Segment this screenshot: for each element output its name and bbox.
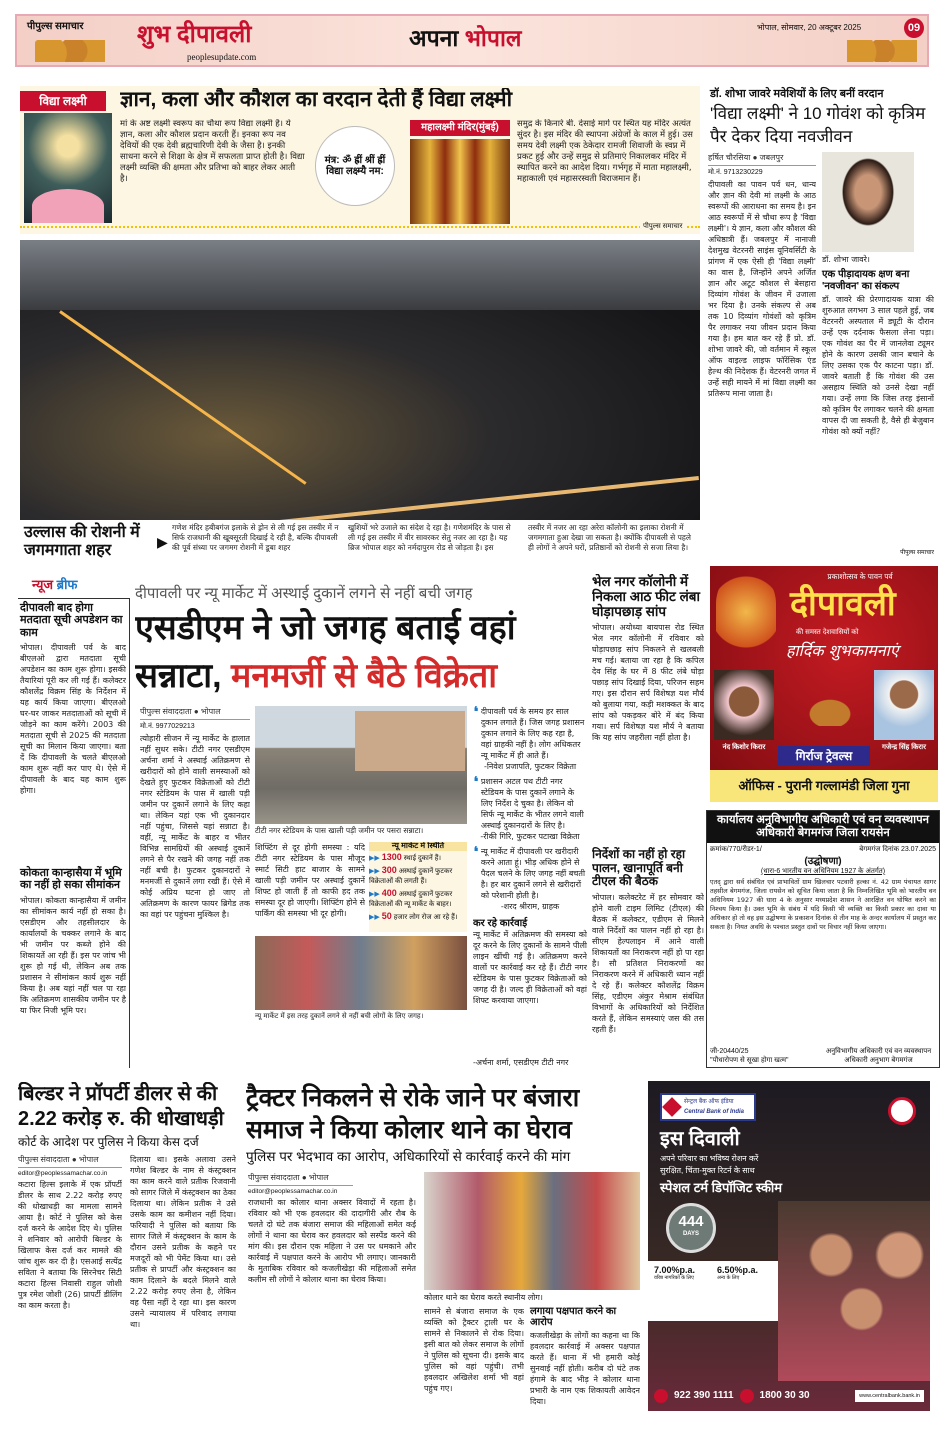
notice-text: एतद् द्वारा सर्व संबंधित एवं प्राभावितों ग्राम खिलचार पटवारी हल्का नं. 42 ग्राम पंचायत सागर तहसील बेगमगंज, जिला रायसेन को सूचित किया जाता है कि निम्नलिखित भूमि को भारतीय वन अधिनियम 1927 की धारा 4 के अनुसार मध्यप्रदेश शासन ने आरक्षित वन घोषित करने का निश्चय किया है। उक्त भूमि के संबंध में यदि किसी भी व्यक्ति का किसी प्रकार का दावा या अधिकार हो तो वह इस उद्घोषणा के प्रकाशन दिनांक से तीन माह के अन्दर कार्यालय में प्रस्तुत कर सकता है। नियत अवधि के पश्चात प्रस्तुत दावों पर विचार नहीं किया जाएगा।: [710, 877, 936, 931]
stat-text: अस्थाई दुकानें फुटकर विक्रेताओं की न्यू मार्केट के बाहर।: [369, 890, 453, 908]
quote-text: प्रशासन अटल पथ टीटी नगर स्टेडियम के पास दुकानें लगाने के लिए निर्देश दे चुका है। लेकिन वो सिर्फ न्यू मार्केट के भीतर लगने वाली अस्थाई दुकानदारों के लिए है।: [480, 777, 584, 830]
notice-section: (धारा-6 भारतीय वन अधिनियम 1927 के अंतर्गत): [760, 867, 886, 875]
article-text: दिलाया था। इसके अलावा उसने गणेश बिल्डर के नाम से कंस्ट्रक्शन का काम करने वाले प्रतीक रिजवानी को सागर जिले में कंस्ट्रक्शन का ठेका दिलाया था। लेकिन प्रतीक ने उसे उसके काम का कमीशन नहीं दिया। फरियादी ने पुलिस को बताया कि सागर जिले में कंस्ट्रक्शन के काम के दौरान उसने प्रतीक के कहने पर मजदूरों को भी पेमेंट किया था। उसे प्रतीक से प्रापर्टी और कंस्ट्रक्शन का काम दिलाने के बदले मिलने वाले 2.22 करोड़ रुपए लेना है, लेकिन वह पैसा नहीं दे रहा था। इस कारण उसने न्यायालय में परिवाद लगाया था।: [130, 1155, 236, 1329]
business-name: गिर्राज ट्रेवल्स: [778, 746, 870, 766]
bank-logo-icon: [662, 1097, 682, 1117]
headline-highlight: मनमर्जी से बैठे विक्रेता: [231, 657, 498, 695]
stat-text: अस्थाई दुकानें फुटकर विक्रेताओं की लगती हैं।: [369, 867, 453, 885]
ad-top: प्रकाशोत्सव के पावन पर्व: [827, 572, 893, 581]
shifting-text: शिफ्टिंग से दूर होगी समस्या : यदि टीटी नगर स्टेडियम के पास मौजूद स्मार्ट सिटी हाट बाजार के सामने खाली पड़ी जमीन पर अस्थाई दुकानें शिफ्ट हो जाती हैं तो काफी हद तक समस्या दूर हो जाएगी। शिफ्टिंग होने से पार्किंग की समस्या भी दूर होगी।: [255, 843, 365, 918]
stats-box: [369, 842, 467, 932]
headline: 'विद्या लक्ष्मी' ने 10 गोवंश को कृत्रिम पैर देकर दिया नवजीवन: [710, 104, 926, 147]
greeting: शुभ दीपावली: [137, 21, 252, 48]
brief-headline: कोकता कान्हासैया में भूमि का नहीं हो सका सीमांकन: [20, 866, 122, 892]
government-notice: [706, 810, 940, 1068]
caption-text: खुशियों भरे उजाले का संदेश दे रहा है। गणेशमंदिर के पास से ली गई इस तस्वीर में वीर सावरकर सेतु नजर आ रहा है। यह ब्रिज भोपाल शहर को नर्मदापुरम रोड से जोड़ता है। इस: [348, 523, 511, 552]
protest-photo: [424, 1172, 640, 1290]
phone-number[interactable]: 922 390 1111: [674, 1390, 734, 1402]
notice-heading: (उद्घोषणा): [804, 855, 842, 867]
section-city: भोपाल: [464, 25, 522, 51]
tractor-article: [246, 1082, 640, 1427]
shobha-right-column: [822, 152, 934, 556]
market-first-column: [140, 706, 250, 1068]
quotes-column: [473, 706, 587, 1068]
photo-caption: कोलार थाने का घेराव करते स्थानीय लोग।: [424, 1293, 543, 1302]
subheadline: कोर्ट के आदेश पर पुलिस ने किया केस दर्ज: [18, 1135, 199, 1149]
quote-author: -शरद श्रीराम, ग्राहक: [500, 902, 560, 911]
quote: [473, 706, 587, 772]
quote: [473, 776, 587, 842]
quote-author: -निवेश प्रजापति, फुटकर विक्रेता: [483, 762, 577, 771]
bank-name-en: Central Bank of India: [684, 1109, 745, 1115]
photo-caption: टीटी नगर स्टेडियम के पास खाली पड़ी जमीन पर पसरा सन्नाटा।: [255, 826, 424, 835]
family-image: [778, 1201, 930, 1381]
mantra-circle: [315, 126, 395, 206]
quote-icon: ❛: [473, 706, 479, 722]
rate-value: 6.50%p.a.: [717, 1265, 759, 1275]
subhead: लगाया पक्षपात करने का आरोप: [530, 1306, 617, 1329]
goddess-image: [24, 113, 112, 223]
section-title: [409, 26, 522, 52]
stat-number: 400: [381, 887, 397, 898]
caption-title: उल्लास की रोशनी में जगमगाता शहर: [24, 524, 140, 559]
mantra: मंत्र: ॐ ह्रीं श्रीं ह्रीं विद्या लक्ष्म्यै नम:: [324, 154, 386, 177]
stat-item: [369, 865, 467, 887]
notice-code: जी-20440/25: [710, 1048, 749, 1055]
person-name: गजेन्द्र सिंह किरार: [882, 744, 926, 751]
phone: मो.नं. 9977029213: [140, 723, 195, 730]
tractor-last-column: [530, 1306, 640, 1427]
builder-body: [18, 1154, 238, 1427]
snake-article: [592, 574, 704, 1068]
ad-line: अपने परिवार का भविष्य रोशन करें: [660, 1154, 759, 1163]
bank-name: सेन्ट्रल बैंक ऑफ इंडिया: [684, 1099, 734, 1105]
title-part: न्यूज: [32, 577, 57, 592]
office-address: ऑफिस - पुरानी गल्लामंडी जिला गुना: [710, 770, 938, 802]
quote-icon: ❛: [473, 846, 479, 862]
kicker: डॉ. शोभा जावरे मवेशियों के लिए बनीं वरदान: [710, 88, 884, 100]
caption-text: तस्वीर में नजर आ रहा अरेरा कॉलोनी का इलाका रोशनी में जगमगाता हुआ देखा जा सकता है। क्योंकि दीपावली से पहले ही लोगों ने अपने घरों, प्रतिष्ठानों को रोशनी से सजा लिया है।: [528, 523, 691, 552]
headline: [135, 604, 587, 700]
headline: बिल्डर ने प्रॉपर्टी डीलर से की 2.22 करोड़ रु. की धोखाधड़ी: [18, 1083, 224, 1130]
market-article: [135, 580, 587, 1068]
diwali-advertisement: [710, 566, 938, 802]
website: peoplesupdate.com: [187, 52, 257, 62]
subhead-text: डॉ. जावरे की प्रेरणादायक यात्रा की शुरुआत लगभग 3 साल पहले हुई, जब वेटरनरी अस्पताल में ड्यूटी के दौरान उन्हें एक दर्दनाक फैसला लेना पड़ा। एक गोवंश का पैर में जानलेवा ट्यूमर होने के कारण उसकी जान बचाने के लिए उसका एक पैर काटना पड़ा। डॉ. जावरे बताती हैं कि गोवंश की उस असहाय स्थिति को उनसे देखा नहीं गया। उन्हें लगा कि जिस तरह इंसानों को कृत्रिम पैर लगाकर चलने की क्षमता वापस दी जा सकती है, वैसे ही बेजुबान गोवंश को क्यों नहीं?: [822, 294, 934, 436]
doctor-photo: [822, 152, 914, 252]
section-title: [18, 578, 130, 598]
bullet-icon: ▶▶: [369, 854, 382, 862]
tractor-first-column: [248, 1172, 416, 1427]
phone-icon: [740, 1389, 754, 1403]
notice-slogan: "पौधारोपण से सूखा होगा खत्म": [710, 1057, 789, 1064]
quote-text: न्यू मार्केट में दीपावली पर खरीदारी करने आता हूं। भीड़ अधिक होने से पैदल चलने के लिए जगह नहीं बचती है। हर बार दुकानें लगने से खरीदारों को परेशानी होती है।: [480, 847, 586, 900]
city-night-photo: [20, 240, 700, 520]
builder-first-column: [18, 1154, 122, 1427]
caption-text: गणेश मंदिर हबीबगंज इलाके से ड्रोन से ली गई इस तस्वीर में न सिर्फ राजधानी की खूबसूरती दिखाई दे रही है, बल्कि दीपावली की पूर्व संध्या पर जगमग रोशनी में डूबा शहर: [172, 523, 339, 552]
stat-number: 50: [381, 910, 392, 921]
notice-date: बेगमगंज दिनांक 23.07.2025: [859, 845, 936, 853]
stats-list: [369, 852, 467, 923]
stats-title: न्यू मार्केट में स्थिति: [369, 842, 467, 851]
credit: पीपुल्स समाचार: [640, 222, 686, 231]
article-text: भोपाल। अयोध्या बायपास रोड स्थित भेल नगर कॉलोनी में रविवार को घोड़ापछाड़ सांप निकलने से खलबली मच गई। बताया जा रहा है कि कपिल देव सिंह के घर में 8 फीट लंबे घोड़ा पछाड़ सांप दिखाई दिया, परिजन सहम गए। इस दौरान सर्प विशेषज्ञ यश मौर्य को बुलाया गया, कड़ी मशक्कत के बाद सांप को पकड़कर बोरे में बंद किया गया। सर्प विशेषज्ञ यश मौर्य ने बताया कि यह सांप जहरीला नहीं होता है।: [592, 623, 704, 743]
stat-item: [369, 911, 467, 923]
section-word: अपना: [409, 25, 465, 51]
vidya-lakshmi-feature: [20, 86, 700, 234]
days-label: DAYS: [682, 1230, 700, 1237]
photo-caption: डॉ. शोभा जावरे।: [822, 255, 870, 265]
stat-number: 300: [381, 864, 397, 875]
article-text: सामने से बंजारा समाज के एक व्यक्ति को ट्रैक्टर ट्राली घर के सामने से निकालने से रोक दिया। इसी बात को लेकर समाज के लोगों ने पुलिस को सूचना दी। इसके बाद पुलिस को वहां पहुंची। तभी हवलदार अखिलेश शर्मा भी वहां पहुंच गए।: [424, 1307, 524, 1393]
quote-text: दीपावली पर्व के समय हर साल दुकान लगाते हैं। जिस जगह प्रशासन दुकान लगाने के लिए कह रहा है, वहां ग्राहकी नहीं है। लोग अधिकतर न्यू मार्केट में ही आते हैं।: [480, 707, 585, 760]
person-photo: [874, 670, 934, 740]
quote: [473, 846, 587, 912]
shobha-body: [706, 152, 938, 556]
ad-title: इस दिवाली: [660, 1128, 740, 1150]
temple-image: [410, 139, 510, 224]
action-by: -अर्चना शर्मा, एसडीएम टीटी नगर: [473, 1058, 569, 1067]
quote-icon: ❛: [473, 776, 479, 792]
bullet-icon: ▶▶: [369, 867, 382, 875]
bank-logo: [660, 1093, 756, 1121]
page-number: 09: [904, 18, 924, 38]
market-crowd-photo: [255, 936, 467, 1010]
email: editor@peoplessamachar.co.in: [248, 1188, 338, 1195]
article-text: मां के अष्ट लक्ष्मी स्वरूप का चौथा रूप विद्या लक्ष्मी है। ये ज्ञान, कला और कौशल प्रदान करती हैं। इनका रूप नव देवियों की एक देवी ब्रह्मचारिणी देवी के जैसा है। इनकी साधना करने से शिक्षा के क्षेत्र में सफलता प्राप्त होती है। विद्या लक्ष्मी व्यक्ति की क्षमता और प्रतिभा को बाहर लेकर आती है।: [120, 119, 305, 184]
brief-text: भोपाल। दीपावली पर्व के बाद बीएलओ द्वारा मतदाता सूची अपडेशन का काम शुरू होगा। इसकी तैयारियां पूरी कर ली गई हैं। कलेक्टर कौशलेंद्र विक्रम सिंह के निर्देशन में यह कार्य किया जाएगा। बीएलओ घर-घर जाकर मतदाताओं को सूची में जोड़ने का काम करेंगे। 2003 की मतदाता सूची से 2025 की मतदाता सूची का मिलान किया जाएगा। बता दें कि दीपावली के चलते बीएलओ काम शुरू नहीं कर पाए थे। ऐसे में दीपावली के बाद यह काम शुरू होगा।: [20, 642, 126, 795]
article-text: कटारा हिल्स इलाके में एक प्रॉपर्टी डीलर के साथ 2.22 करोड़ रुपए की धोखाधड़ी का मामला सामने आया है। कोर्ट ने पुलिस को केस दर्ज करने के आदेश दिए थे। पुलिस ने शनिवार को आरोपी बिल्डर के खिलाफ केस दर्ज कर मामले की जांच शुरू कर दी है। एसआई सत्येंद्र सविता ने बताया कि सिरनेचर सिटी कटारा हिल्स निवासी राहुल जोशी पुत्र रमेश जोशी (26) प्रापर्टी डीलिंग का काम करता है।: [18, 1180, 122, 1310]
notice-title: कार्यालय अनुविभागीय अधिकारी एवं वन व्यवस्थापन अधिकारी बेगमगंज जिला रायसेन: [707, 811, 939, 843]
dateline: भोपाल, सोमवार, 20 अक्टूबर 2025: [757, 23, 862, 32]
byline: पीपुल्स संवाददाता ● भोपाल: [140, 706, 250, 720]
bank-website[interactable]: www.centralbank.bank.in: [855, 1390, 924, 1402]
divider: [20, 226, 700, 228]
quotes-list: [473, 706, 587, 916]
email: editor@peoplessamachar.co.in: [18, 1170, 108, 1177]
section-tag: विद्या लक्ष्मी: [20, 91, 106, 111]
masthead: [15, 14, 929, 67]
tractor-body: [246, 1172, 640, 1427]
notice-ref: क्रमांक/770/रीडर-1/: [710, 845, 762, 853]
shobha-left-column: [708, 152, 816, 556]
news-brief-column: [18, 578, 130, 1068]
article-text: भोपाल। कलेक्टरेट में हर सोमवार को होने वाली टाइम लिमिट (टीएल) की बैठक में कलेक्टर, एडीएम से मिलने वाले निर्देशों का पालन नहीं हो रहा है। सीएम हेल्पलाइन में आने वाली शिकायतों का निराकरण नहीं हो पा रहा है। सौ प्रतिशत निराकरणों का निराकरण करने में अधिकारी ध्यान नहीं दे रहे हैं। कलेक्टर कौशलेंद्र विक्रम सिंह, एडीएम अंकुर मेश्राम संबंधित विभागों के अधिकारियों को निर्देशित करते हैं, लेकिन समस्याएं जस की तस रहती हैं।: [592, 892, 704, 1034]
temple-tag: महालक्ष्मी मंदिर(मुंबई): [410, 120, 510, 136]
contact-strip: [648, 1381, 930, 1411]
person-name: नंद किशोर किरार: [722, 744, 766, 751]
stat-text: स्थाई दुकानें हैं।: [403, 854, 442, 862]
diya-icon: [35, 40, 105, 62]
notice-footer: [707, 1045, 939, 1067]
ad-title: दीपावली: [790, 585, 896, 623]
tollfree-number[interactable]: 1800 30 30: [759, 1390, 810, 1402]
person-photo: [714, 670, 774, 740]
temple-text: समुद्र के किनारे बी. देसाई मार्ग पर स्थित यह मंदिर अत्यंत सुंदर है। इस मंदिर की स्थापना अंग्रेजों के काल में हुई। उस समय देवी लक्ष्मी एक ठेकेदार रामजी शिवाजी के स्वप्न में प्रकट हुई और उन्हें समुद्र से प्रतिमाएं निकालकर मंदिर में स्थापित करने का आदेश दिया। गर्भगृह में माता महालक्ष्मी, महाकाली एवं महासरस्वती विराजमान हैं।: [517, 119, 693, 184]
city-caption-strip: [20, 520, 700, 568]
ad-sub: की समस्त देशवासियों को: [796, 629, 859, 636]
arrow-icon: ▶: [157, 534, 168, 550]
brand-logo: पीपुल्स समाचार: [27, 21, 84, 32]
article-text: कजलीखेड़ा के लोगों का कहना था कि हवलदार कार्रवाई में अक्सर पक्षपात करते हैं। थाना में भी हमारी कोई सुनवाई नहीं होती। करीब दो घंटे तक हंगामे के बाद भीड़ ने कोलार थाना प्रभारी के नाम एक शिकायती आवेदन दिया।: [530, 1331, 640, 1407]
kicker: दीपावली पर न्यू मार्केट में अस्थाई दुकानें लगने से नहीं बची जगह: [135, 585, 473, 602]
rates-row: [654, 1265, 772, 1281]
days-value: 444: [678, 1213, 704, 1230]
headline: ट्रैक्टर निकलने से रोके जाने पर बंजारा समाज ने किया कोलार थाने का घेराव: [246, 1084, 580, 1144]
notice-signature: अनुविभागीय अधिकारी एवं वन व्यवस्थापन अधिकारी अनुभाग बेगमगंज: [825, 1048, 932, 1064]
days-badge: [666, 1203, 716, 1253]
rate-label: वरिष्ठ नागरिकों के लिए: [654, 1275, 694, 1282]
bullet-icon: ▶▶: [369, 890, 382, 898]
stat-item: [369, 852, 467, 864]
article-text: दीपावली का पावन पर्व धन, धान्य और ज्ञान की देवी मां लक्ष्मी के आठ स्वरूपों की आराधना का समय है। इन आठ स्वरूपों में से चौथा रूप है 'विद्या लक्ष्मी'। ये ज्ञान, कला और कौशल की अधिष्ठात्री हैं। जबलपुर में नानाजी देशमुख वेटरनरी साइंस यूनिवर्सिटी के प्रांगण में एक ऐसी ही 'विद्या लक्ष्मी' का वास है, जिन्होंने अपने अर्जित ज्ञान और अटूट कौशल से बेसहारा दिव्यांग गोवंश के जीवन में उजाला भर दिया है। उनके संकल्प से अब तक 10 दिव्यांग गोवंशों को कृत्रिम पैर लगाकर नया जीवन प्रदान किया गया है। हम बात कर रहे हैं प्रो. डॉ. शोभा जावरे की, जो वर्तमान में स्कूल ऑफ वाइल्ड लाइफ फॉरेंसिक एंड हेल्थ की निदेशक हैं। वेटरनरी जगत में उन्हें सही मायने में मां विद्या लक्ष्मी का प्रतिरूप माना जाता है।: [708, 180, 816, 399]
phone: मो.नं. 9713230229: [708, 169, 763, 177]
stat-number: 1300: [381, 851, 402, 862]
article-text: राजधानी का कोलार थाना अक्सर विवादों में रहता है। रविवार को भी एक हवलदार की दादागीरी और रौब के चलते दो घंटे तक बंजारा समाज की महिलाओं समेत कई लोगों ने थाना का घेराव कर हवलदार को सस्पेंड करने की मांग की। इस दौरान एक महिला ने उस पर धमकाने और कार्रवाई में पक्षपात करने के आरोप भी लगाए। जानकारी के मुताबिक रविवार को कजलीखेड़ा की महिलाओं समेत कलीम सौ लोगों ने कोलार थाना का घेराव किया।: [248, 1198, 416, 1284]
quote-author: -रीकी गिरि, फुटकर पटाखा विक्रेता: [480, 832, 580, 841]
ganesha-image: [716, 572, 776, 652]
action-title: कर रहे कार्रवाई: [473, 918, 528, 929]
rate-label: अन्य के लिए: [717, 1275, 740, 1282]
phone-icon: [654, 1389, 668, 1403]
market-body: [135, 706, 587, 1068]
action-text: न्यू मार्केट में अतिक्रमण की समस्या को दूर करने के लिए दुकानों के सामने पीली लाइन खींची गई है। अतिक्रमण करने वालों पर कार्रवाई कर रहे हैं। टीटी नगर स्टेडियम के पास फुटकर विक्रेताओं को जगह दी है। जल्द ही विक्रेताओं को वहां शिफ्ट करवाया जाएगा।: [473, 930, 587, 1006]
diya-icon: [847, 40, 917, 62]
ad-line: सुरक्षित, चिंता-मुक्त रिटर्न के साथ: [660, 1166, 755, 1175]
title-part: ब्रीफ: [56, 577, 78, 592]
brief-headline: दीपावली बाद होगा मतदाता सूची अपडेशन का काम: [20, 602, 123, 639]
byline: पीपुल्स संवाददाता ● भोपाल: [18, 1154, 122, 1168]
stat-item: [369, 888, 467, 910]
headline: ज्ञान, कला और कौशल का वरदान देती हैं विद्या लक्ष्मी: [120, 88, 513, 111]
rates-panel: [648, 1261, 778, 1321]
shobha-article: [706, 86, 938, 556]
scheme-name: स्पेशल टर्म डिपॉजिट स्कीम: [660, 1180, 783, 1195]
mascot-icon: [888, 1097, 916, 1125]
headline-part: एसडीएम ने जो जगह बताई वहां सन्नाटा,: [135, 609, 516, 695]
rate-value: 7.00%p.a.: [654, 1265, 696, 1275]
diya-icon: [790, 686, 870, 726]
article-text: त्योहारी सीजन में न्यू मार्केट के हालात नहीं सुधर सके। टीटी नगर एसडीएम अर्चना शर्मा ने अस्थाई अतिक्रमण से खरीदारों को होने वाली समस्याओं को देखते हुए फुटकर विक्रेताओं को टीटी नगर स्टेडियम के पास में खाली पड़ी जमीन पर दुकानें लगाने के लिए कहा था। लेकिन यहां एक भी दुकानदार नहीं पहुंचा, जिससे यहां सन्नाटा है। वहीं, न्यू मार्केट के बाहर व भीतर विभिन्न सामग्रियों की अस्थाई दुकानें लगने से पैर रखने की जगह नहीं तक नहीं बची है। फुटकर दुकानदारों ने मनमर्जी से दुकानें लगा रखी हैं। ऐसे में कोई अप्रिय घटना हो जाए तो अतिक्रमण के कारण फायर ब्रिगेड तक का वहां पर पहुंचना मुश्किल है।: [140, 734, 250, 919]
credit: पीपुल्स समाचार: [900, 550, 934, 556]
notice-meta: [707, 843, 939, 856]
subhead: एक पीड़ादायक क्षण बना 'नवजीवन' का संकल्प: [822, 269, 910, 292]
headline: भेल नगर कॉलोनी में निकला आठ फीट लंबा घोड़ापछाड़ सांप: [592, 574, 700, 620]
bullet-icon: ▶▶: [369, 913, 382, 921]
photo-caption: न्यू मार्केट में इस तरह दुकानें लगने से नहीं बची लोगों के लिए जगह।: [255, 1012, 424, 1020]
stat-text: हजार लोग रोज आ रहे हैं।: [393, 913, 458, 921]
headline: निर्देशों का नहीं हो रहा पालन, खानापूर्ति बनी टीएल की बैठक: [592, 847, 686, 889]
brief-box: [18, 598, 130, 1068]
stadium-photo: [255, 706, 467, 824]
builder-article: [18, 1082, 238, 1427]
byline: हर्षित चौरसिया ● जबलपुर: [708, 152, 816, 166]
byline: पीपुल्स संवाददाता ● भोपाल: [248, 1172, 353, 1186]
brief-text: भोपाल। कोकता कान्हासैया में जमीन का सीमांकन कार्य नहीं हो सका है। एसडीएम और तहसीलदार के कार्यालयों के चक्कर लगाने के बाद भी जमीन पर कब्जे होने की शिकायतें आ रही हैं। इस पर जांच भी शुरू हो गई थी, लेकिन अब तक प्रशासन ने सीमांकन कार्य शुरू नहीं किया है। अब यहां नहीं चल पा रहा कि अतिक्रमण शासकीय जमीन पर है या फिर निजी भूमि पर।: [20, 895, 126, 1015]
bank-advertisement: [648, 1081, 930, 1411]
subheadline: पुलिस पर भेदभाव का आरोप, अधिकारियों से कार्रवाई करने की मांग: [246, 1149, 571, 1164]
ad-wish: हार्दिक शुभकामनाएं: [786, 641, 899, 660]
